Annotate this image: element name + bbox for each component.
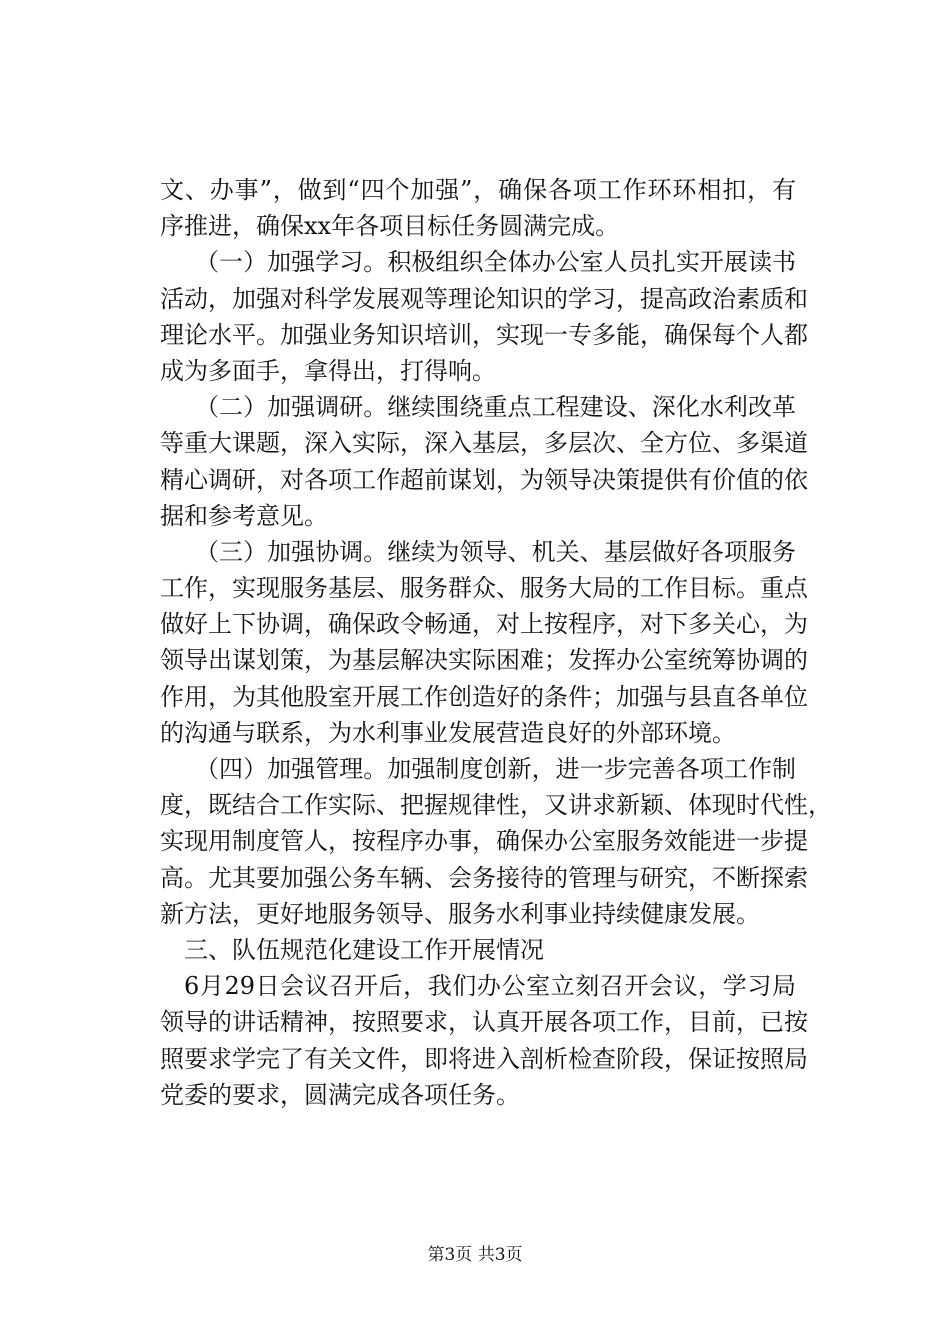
body-line-20: 高。尤其要加强公务车辆、会务接待的管理与研究，不断探索 bbox=[160, 863, 808, 892]
body-line-3: （一）加强学习。积极组织全体办公室人员扎实开展读书 bbox=[195, 248, 796, 277]
body-line-14: 领导出谋划策，为基层解决实际困难；发挥办公室统筹协调的 bbox=[160, 646, 808, 675]
body-line-5: 理论水平。加强业务知识培训，实现一专多能，确保每个人都 bbox=[160, 320, 808, 349]
body-line-12: 工作，实现服务基层、服务群众、服务大局的工作目标。重点 bbox=[160, 574, 808, 603]
body-line-25: 照要求学完了有关文件，即将进入剖析检查阶段，保证按照局 bbox=[160, 1044, 808, 1073]
body-line-2: 序推进，确保xx年各项目标任务圆满完成。 bbox=[160, 212, 620, 241]
section-heading-3: 三、队伍规范化建设工作开展情况 bbox=[184, 935, 544, 964]
body-line-15: 作用，为其他股室开展工作创造好的条件；加强与县直各单位 bbox=[160, 682, 808, 711]
body-line-26: 党委的要求，圆满完成各项任务。 bbox=[160, 1080, 520, 1109]
body-line-13: 做好上下协调，确保政令畅通，对上按程序，对下多关心，为 bbox=[160, 610, 808, 639]
body-line-21: 新方法，更好地服务领导、服务水利事业持续健康发展。 bbox=[160, 899, 760, 928]
page-number-footer: 第3页 共3页 bbox=[427, 1245, 523, 1265]
body-line-9: 精心调研，对各项工作超前谋划，为领导决策提供有价值的依 bbox=[160, 465, 808, 494]
body-line-17: （四）加强管理。加强制度创新，进一步完善各项工作制 bbox=[195, 755, 796, 783]
body-line-23: 6月29日会议召开后，我们办公室立刻召开会议，学习局 bbox=[184, 972, 796, 1001]
body-line-19: 实现用制度管人，按程序办事，确保办公室服务效能进一步提 bbox=[160, 827, 808, 856]
body-line-11: （三）加强协调。继续为领导、机关、基层做好各项服务 bbox=[195, 537, 796, 566]
body-line-4: 活动，加强对科学发展观等理论知识的学习，提高政治素质和 bbox=[160, 284, 808, 313]
body-line-24: 领导的讲话精神，按照要求，认真开展各项工作，目前，已按 bbox=[160, 1008, 808, 1037]
body-line-18: 度，既结合工作实际、把握规律性，又讲求新颖、体现时代性， bbox=[160, 791, 832, 820]
body-line-6: 成为多面手，拿得出，打得响。 bbox=[160, 356, 496, 385]
document-body bbox=[160, 172, 832, 1113]
body-line-16: 的沟通与联系，为水利事业发展营造良好的外部环境。 bbox=[160, 718, 736, 747]
body-line-10: 据和参考意见。 bbox=[160, 501, 328, 530]
body-line-7: （二）加强调研。继续围绕重点工程建设、深化水利改革 bbox=[195, 393, 796, 422]
body-line-1: 文、办事”，做到“四个加强”，确保各项工作环环相扣，有 bbox=[160, 176, 796, 204]
body-line-8: 等重大课题，深入实际，深入基层，多层次、全方位、多渠道 bbox=[160, 429, 808, 458]
